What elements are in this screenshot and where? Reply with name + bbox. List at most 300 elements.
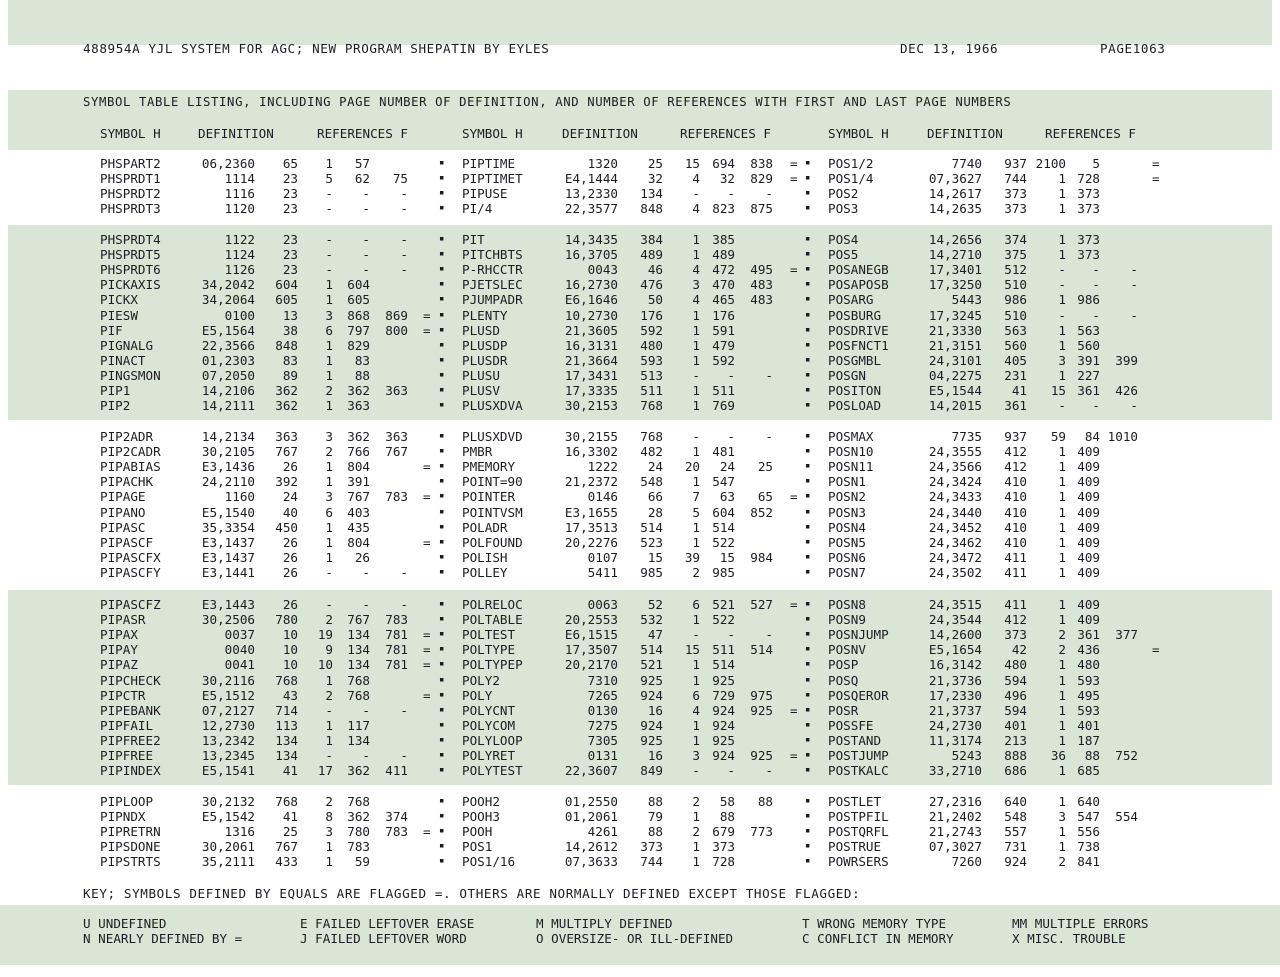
cell-symbol: POSTKALC <box>828 763 889 779</box>
cell-definition: 4261 <box>587 824 618 840</box>
cell-symbol: POLYCOM <box>462 717 516 733</box>
cell-symbol: PIPCTR <box>100 687 146 703</box>
cell-ref-count: 1 <box>325 292 333 308</box>
cell-ref-first: 465 <box>712 292 735 308</box>
cell-definition: 17,3335 <box>564 383 618 398</box>
cell-symbol: PIPAX <box>100 627 138 643</box>
cell-page: 405 <box>1004 352 1027 368</box>
cell-ref-last: 752 <box>1115 748 1138 763</box>
cell-definition: 14,2656 <box>928 232 982 247</box>
column-separator: ▪ <box>439 506 445 517</box>
cell-ref-first: - <box>727 367 735 383</box>
cell-ref-first: 403 <box>347 504 370 520</box>
cell-definition: 13,2345 <box>201 748 255 763</box>
cell-definition: 07,2127 <box>201 702 255 718</box>
cell-symbol: POLTYPE <box>462 642 516 658</box>
cell-ref-count: 1 <box>1058 459 1066 475</box>
cell-ref-first: 187 <box>1077 732 1100 748</box>
cell-ref-count: 1 <box>1058 717 1066 733</box>
cell-ref-last: 411 <box>385 763 408 779</box>
cell-ref-count: 2 <box>325 794 333 809</box>
cell-page: 363 <box>275 429 298 444</box>
column-separator: ▪ <box>805 644 811 655</box>
cell-page: 767 <box>275 839 298 855</box>
column-separator: ▪ <box>439 249 445 260</box>
cell-ref-first: 15 <box>719 549 735 565</box>
legend-misc: X MISC. TROUBLE <box>1012 931 1126 946</box>
cell-page: 24 <box>647 459 663 475</box>
references-header: REFERENCES F <box>317 126 408 141</box>
cell-ref-last: - <box>400 262 408 278</box>
column-separator: ▪ <box>439 719 445 730</box>
cell-symbol: POSITON <box>828 383 882 398</box>
legend-multiple-errors: MM MULTIPLE ERRORS <box>1012 916 1149 931</box>
cell-ref-first: 514 <box>712 657 735 673</box>
column-separator: ▪ <box>439 599 445 609</box>
cell-symbol: POS5 <box>828 247 859 263</box>
cell-symbol: POINTVSM <box>462 504 523 520</box>
cell-ref-first: 409 <box>1077 504 1100 520</box>
column-separator: ▪ <box>805 354 811 365</box>
cell-definition: 17,3245 <box>928 307 982 323</box>
cell-page: 476 <box>640 277 663 293</box>
cell-definition: 21,3330 <box>928 322 982 338</box>
column-separator: ▪ <box>805 309 811 320</box>
cell-ref-count: 1 <box>692 322 700 338</box>
cell-ref-count: 5 <box>325 171 333 187</box>
cell-page: 768 <box>275 672 298 688</box>
cell-definition: E3,1655 <box>564 504 618 520</box>
cell-page: 375 <box>1004 247 1027 263</box>
cell-ref-last: 527 <box>750 597 773 612</box>
cell-ref-count: 10 <box>317 657 333 673</box>
cell-page: 66 <box>647 489 663 505</box>
cell-ref-count: - <box>325 262 333 278</box>
cell-ref-count: 15 <box>684 642 700 658</box>
cell-ref-count: 1 <box>325 534 333 550</box>
cell-ref-count: 9 <box>325 642 333 658</box>
cell-ref-last: - <box>400 232 408 247</box>
cell-definition: 1316 <box>224 824 255 840</box>
cell-ref-first: 769 <box>712 398 735 414</box>
cell-page: 52 <box>647 597 663 612</box>
cell-ref-first: 391 <box>347 474 370 490</box>
cell-definition: 17,3401 <box>928 262 982 278</box>
column-separator: ▪ <box>805 279 811 290</box>
column-separator: ▪ <box>805 476 811 487</box>
cell-ref-first: 88 <box>1084 748 1100 763</box>
cell-definition: 13,2330 <box>564 186 618 202</box>
cell-ref-first: 768 <box>347 794 370 809</box>
cell-definition: 14,2015 <box>928 398 982 414</box>
cell-symbol: PIP2 <box>100 398 131 414</box>
cell-definition: 14,2612 <box>564 839 618 855</box>
cell-definition: 14,2106 <box>201 383 255 398</box>
cell-ref-count: 1 <box>1058 201 1066 217</box>
cell-definition: 30,2132 <box>201 794 255 809</box>
cell-ref-count: 1 <box>1058 549 1066 565</box>
cell-ref-first: 435 <box>347 519 370 535</box>
cell-definition: 24,3566 <box>928 459 982 475</box>
cell-flag: = <box>790 748 798 763</box>
cell-definition: E6,1646 <box>564 292 618 308</box>
cell-page: 411 <box>1004 597 1027 612</box>
cell-ref-first: 511 <box>712 383 735 398</box>
cell-ref-first: 373 <box>1077 247 1100 263</box>
cell-ref-first: 409 <box>1077 597 1100 612</box>
cell-symbol: POOH3 <box>462 809 500 825</box>
cell-definition: 0041 <box>224 657 255 673</box>
cell-ref-first: 924 <box>712 717 735 733</box>
cell-ref-first: 117 <box>347 717 370 733</box>
cell-symbol: POSTJUMP <box>828 748 889 763</box>
cell-ref-last: 984 <box>750 549 773 565</box>
cell-definition: 0107 <box>587 549 618 565</box>
cell-page: 23 <box>282 247 298 263</box>
cell-ref-last: 426 <box>1115 383 1138 398</box>
cell-flag: = <box>423 534 431 550</box>
cell-page: 480 <box>1004 657 1027 673</box>
cell-ref-first: - <box>727 627 735 643</box>
cell-page: 410 <box>1004 504 1027 520</box>
cell-symbol: PIPASCF <box>100 534 154 550</box>
column-separator: ▪ <box>805 750 811 760</box>
cell-ref-last: 781 <box>385 657 408 673</box>
column-separator: ▪ <box>805 173 811 184</box>
cell-symbol: PJUMPADR <box>462 292 523 308</box>
cell-definition: 30,2155 <box>564 429 618 444</box>
cell-definition: 7735 <box>951 429 982 444</box>
column-separator: ▪ <box>439 339 445 350</box>
cell-page: 848 <box>275 337 298 353</box>
cell-definition: 20,2170 <box>564 657 618 673</box>
cell-definition: E5,1540 <box>201 504 255 520</box>
cell-ref-last: - <box>400 201 408 217</box>
cell-ref-count: - <box>325 186 333 202</box>
cell-symbol: PHSPRDT2 <box>100 186 161 202</box>
column-separator: ▪ <box>805 704 811 715</box>
cell-flag: = <box>423 824 431 840</box>
cell-ref-count: 1 <box>1058 687 1066 703</box>
cell-page: 513 <box>640 367 663 383</box>
cell-ref-count: 1 <box>325 459 333 475</box>
cell-ref-count: 1 <box>692 672 700 688</box>
cell-ref-first: 88 <box>354 367 370 383</box>
cell-page: 450 <box>275 519 298 535</box>
cell-symbol: PICKAXIS <box>100 277 161 293</box>
column-separator: ▪ <box>439 369 445 380</box>
cell-page: 23 <box>282 201 298 217</box>
cell-flag: = <box>1152 642 1160 658</box>
cell-ref-count: 2 <box>1058 854 1066 870</box>
cell-ref-count: - <box>1058 262 1066 278</box>
cell-page: 10 <box>282 627 298 643</box>
cell-ref-first: 472 <box>712 262 735 278</box>
cell-ref-count: 20 <box>684 459 700 475</box>
cell-page: 89 <box>282 367 298 383</box>
cell-ref-first: 409 <box>1077 564 1100 580</box>
cell-ref-count: 1 <box>692 307 700 323</box>
cell-ref-count: 3 <box>692 748 700 763</box>
cell-symbol: PIPTIME <box>462 156 516 171</box>
cell-ref-count: 1 <box>325 474 333 490</box>
cell-definition: 17,3431 <box>564 367 618 383</box>
cell-page: 925 <box>640 672 663 688</box>
cell-ref-count: - <box>692 429 700 444</box>
cell-ref-count: 1 <box>692 612 700 628</box>
cell-ref-first: 767 <box>347 489 370 505</box>
cell-ref-count: 2 <box>325 383 333 398</box>
cell-symbol: POSR <box>828 702 859 718</box>
cell-ref-first: 409 <box>1077 444 1100 460</box>
cell-symbol: POLTYPEP <box>462 657 523 673</box>
cell-ref-count: 6 <box>692 597 700 612</box>
cell-definition: 07,3027 <box>928 839 982 855</box>
cell-definition: 1120 <box>224 201 255 217</box>
cell-symbol: POSTPFIL <box>828 809 889 825</box>
cell-ref-first: 766 <box>347 444 370 460</box>
cell-ref-count: 1 <box>1058 232 1066 247</box>
cell-flag: = <box>423 307 431 323</box>
cell-ref-last: 783 <box>385 489 408 505</box>
column-separator: ▪ <box>805 369 811 380</box>
cell-page: 134 <box>275 748 298 763</box>
column-separator: ▪ <box>805 521 811 532</box>
cell-symbol: PHSPRDT5 <box>100 247 161 263</box>
cell-definition: 24,3555 <box>928 444 982 460</box>
column-separator: ▪ <box>805 491 811 502</box>
cell-ref-last: - <box>765 186 773 202</box>
cell-ref-count: 1 <box>325 367 333 383</box>
cell-page: 937 <box>1004 156 1027 171</box>
cell-definition: 16,2730 <box>564 277 618 293</box>
cell-ref-first: 373 <box>1077 186 1100 202</box>
cell-ref-count: - <box>325 597 333 612</box>
cell-ref-first: 729 <box>712 687 735 703</box>
cell-ref-count: - <box>1058 398 1066 414</box>
cell-page: 134 <box>275 732 298 748</box>
cell-ref-count: - <box>692 367 700 383</box>
column-separator: ▪ <box>805 674 811 685</box>
cell-ref-last: 399 <box>1115 352 1138 368</box>
cell-ref-first: 83 <box>354 352 370 368</box>
cell-symbol: POSN3 <box>828 504 866 520</box>
cell-symbol: POSP <box>828 657 859 673</box>
cell-flag: = <box>423 657 431 673</box>
cell-page: 392 <box>275 474 298 490</box>
cell-definition: 16,3142 <box>928 657 982 673</box>
cell-flag: = <box>790 156 798 171</box>
cell-page: 231 <box>1004 367 1027 383</box>
cell-symbol: POINT=90 <box>462 474 523 490</box>
cell-page: 47 <box>647 627 663 643</box>
cell-ref-first: 26 <box>354 549 370 565</box>
cell-ref-count: 1 <box>325 398 333 414</box>
cell-symbol: PHSPART2 <box>100 156 161 171</box>
cell-definition: 34,2042 <box>201 277 255 293</box>
cell-ref-first: 362 <box>347 763 370 779</box>
print-date: DEC 13, 1966 <box>900 41 999 56</box>
cell-symbol: PIPSTRTS <box>100 854 161 870</box>
cell-symbol: PIPASCFZ <box>100 597 161 612</box>
cell-ref-last: - <box>400 186 408 202</box>
legend-oversize: O OVERSIZE- OR ILL-DEFINED <box>536 931 734 946</box>
cell-symbol: POSTRUE <box>828 839 882 855</box>
cell-page: 744 <box>640 854 663 870</box>
cell-ref-first: - <box>1092 307 1100 323</box>
cell-ref-count: 2 <box>325 612 333 628</box>
cell-symbol: PLUSDR <box>462 352 508 368</box>
cell-ref-count: 3 <box>325 489 333 505</box>
cell-definition: 35,2111 <box>201 854 255 870</box>
listing-title: SYMBOL TABLE LISTING, INCLUDING PAGE NUMBER OF DEFINITION, AND NUMBER OF REFERENCES WITH FIRST AND LAST PAGE NUMBERS <box>83 95 1012 109</box>
cell-page: 65 <box>282 156 298 171</box>
cell-definition: 21,3664 <box>564 352 618 368</box>
cell-definition: 24,3472 <box>928 549 982 565</box>
cell-definition: 1114 <box>224 171 255 187</box>
cell-page: 83 <box>282 352 298 368</box>
cell-ref-first: 522 <box>712 534 735 550</box>
column-separator: ▪ <box>439 614 445 625</box>
cell-page: 563 <box>1004 322 1027 338</box>
cell-ref-first: 728 <box>1077 171 1100 187</box>
cell-definition: 30,2506 <box>201 612 255 628</box>
cell-symbol: POOH <box>462 824 493 840</box>
cell-page: 384 <box>640 232 663 247</box>
cell-ref-last: 773 <box>750 824 773 840</box>
cell-definition: E3,1437 <box>201 534 255 550</box>
cell-ref-first: 521 <box>712 597 735 612</box>
cell-ref-count: 1 <box>1058 564 1066 580</box>
cell-page: 410 <box>1004 534 1027 550</box>
cell-symbol: PLUSD <box>462 322 500 338</box>
cell-ref-count: 1 <box>325 352 333 368</box>
cell-ref-last: 483 <box>750 292 773 308</box>
cell-ref-first: 556 <box>1077 824 1100 840</box>
cell-flag: = <box>1152 171 1160 187</box>
cell-symbol: PIP2ADR <box>100 429 154 444</box>
cell-page: 134 <box>640 186 663 202</box>
cell-definition: 24,3544 <box>928 612 982 628</box>
cell-ref-count: 4 <box>692 292 700 308</box>
cell-ref-count: 1 <box>1058 519 1066 535</box>
cell-ref-first: 804 <box>347 459 370 475</box>
cell-symbol: POS1/4 <box>828 171 874 187</box>
legend-multiply-defined: M MULTIPLY DEFINED <box>536 916 673 931</box>
page-number: PAGE1063 <box>1100 41 1166 56</box>
column-separator: ▪ <box>439 644 445 655</box>
cell-symbol: PIPFAIL <box>100 717 154 733</box>
cell-ref-count: 4 <box>692 171 700 187</box>
cell-page: 26 <box>282 564 298 580</box>
column-separator: ▪ <box>439 264 445 275</box>
cell-ref-last: - <box>765 367 773 383</box>
cell-ref-first: 57 <box>354 156 370 171</box>
cell-ref-count: 4 <box>692 262 700 278</box>
cell-symbol: PICKX <box>100 292 138 308</box>
cell-ref-count: 3 <box>1058 809 1066 825</box>
cell-page: 24 <box>282 489 298 505</box>
cell-ref-count: 1 <box>1058 504 1066 520</box>
cell-symbol: POSLOAD <box>828 398 882 414</box>
cell-definition: E3,1443 <box>201 597 255 612</box>
cell-ref-first: 480 <box>1077 657 1100 673</box>
cell-ref-count: 1 <box>692 839 700 855</box>
header-band <box>8 0 1272 45</box>
cell-symbol: PIPASCFX <box>100 549 161 565</box>
cell-definition: 0040 <box>224 642 255 658</box>
cell-ref-first: - <box>727 429 735 444</box>
cell-ref-last: 25 <box>757 459 773 475</box>
cell-ref-last: 1010 <box>1107 429 1138 444</box>
cell-page: 767 <box>275 444 298 460</box>
cell-ref-first: 868 <box>347 307 370 323</box>
cell-ref-count: 1 <box>325 549 333 565</box>
cell-page: 373 <box>1004 627 1027 643</box>
cell-symbol: POSMAX <box>828 429 874 444</box>
cell-ref-count: 3 <box>325 307 333 323</box>
cell-ref-first: 592 <box>712 352 735 368</box>
cell-ref-count: 3 <box>692 277 700 293</box>
cell-symbol: P-RHCCTR <box>462 262 523 278</box>
cell-symbol: POSAPOSB <box>828 277 889 293</box>
cell-ref-first: 925 <box>712 732 735 748</box>
references-header: REFERENCES F <box>1045 126 1136 141</box>
column-separator: ▪ <box>805 734 811 745</box>
definition-header: DEFINITION <box>927 126 1003 141</box>
cell-ref-first: 362 <box>347 429 370 444</box>
cell-definition: 7305 <box>587 732 618 748</box>
cell-ref-count: 1 <box>692 232 700 247</box>
column-separator: ▪ <box>805 385 811 395</box>
cell-ref-last: - <box>1130 262 1138 278</box>
cell-symbol: POLY <box>462 687 493 703</box>
cell-definition: 21,2402 <box>928 809 982 825</box>
cell-definition: 14,2710 <box>928 247 982 263</box>
cell-ref-count: 1 <box>692 717 700 733</box>
cell-ref-first: 563 <box>1077 322 1100 338</box>
cell-symbol: PIPLOOP <box>100 794 154 809</box>
cell-page: 640 <box>1004 794 1027 809</box>
cell-definition: 1116 <box>224 186 255 202</box>
cell-ref-first: 783 <box>347 839 370 855</box>
cell-ref-first: 88 <box>719 809 735 825</box>
cell-ref-count: - <box>325 702 333 718</box>
column-separator: ▪ <box>439 431 445 441</box>
cell-symbol: PHSPRDT1 <box>100 171 161 187</box>
cell-definition: 01,2303 <box>201 352 255 368</box>
cell-definition: 13,2342 <box>201 732 255 748</box>
cell-page: 888 <box>1004 748 1027 763</box>
cell-ref-first: 560 <box>1077 337 1100 353</box>
cell-ref-first: 985 <box>712 564 735 580</box>
cell-definition: 01,2061 <box>564 809 618 825</box>
cell-page: 985 <box>640 564 663 580</box>
cell-ref-first: 604 <box>347 277 370 293</box>
cell-ref-first: 829 <box>347 337 370 353</box>
cell-ref-last: - <box>400 247 408 263</box>
cell-symbol: POSDRIVE <box>828 322 889 338</box>
cell-ref-first: 925 <box>712 672 735 688</box>
cell-ref-count: 59 <box>1050 429 1066 444</box>
cell-symbol: PIPAZ <box>100 657 138 673</box>
job-header: 488954A YJL SYSTEM FOR AGC; NEW PROGRAM SHEPATIN BY EYLES <box>83 41 550 56</box>
cell-symbol: POS1/16 <box>462 854 516 870</box>
cell-ref-count: 1 <box>1058 247 1066 263</box>
cell-ref-last: 65 <box>757 489 773 505</box>
cell-symbol: PHSPRDT3 <box>100 201 161 217</box>
cell-page: 373 <box>1004 201 1027 217</box>
